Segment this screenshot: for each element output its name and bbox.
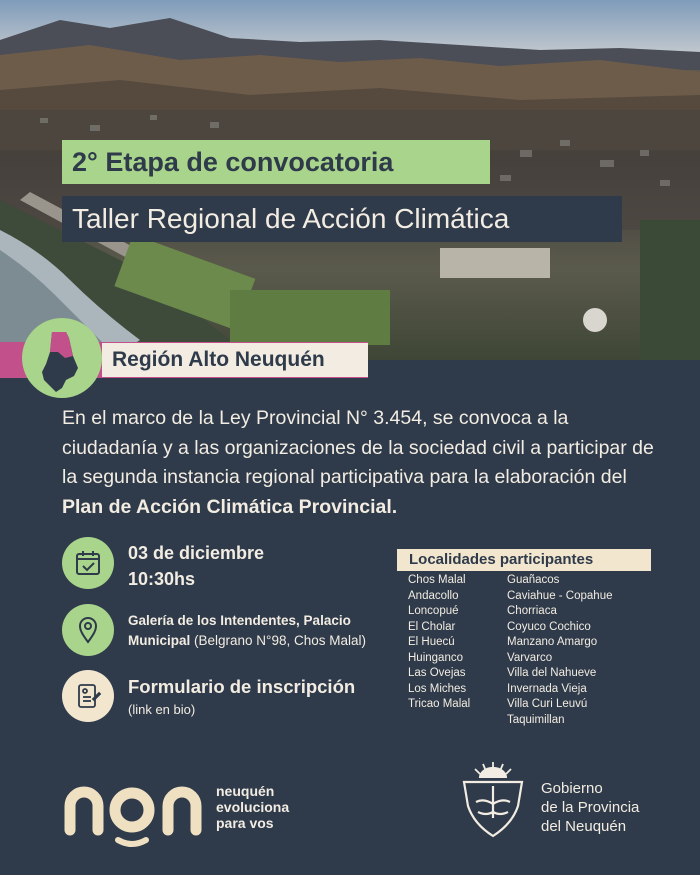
localidades-list-1 <box>408 573 470 713</box>
brand-tagline <box>216 783 289 831</box>
list-item: Huinganco <box>408 651 463 664</box>
event-title: Taller Regional de Acción Climática <box>62 196 622 242</box>
intro-paragraph <box>62 404 662 522</box>
list-item: Invernada Vieja <box>507 682 587 695</box>
place-name: Galería de los Intendentes, Palacio Municipal <box>128 613 351 648</box>
brand-line-2: evoluciona <box>216 799 290 815</box>
gov-line-3: del Neuquén <box>541 818 627 835</box>
localidades-header: Localidades participantes <box>397 549 651 571</box>
form-link-note: (link en bio) <box>128 702 196 717</box>
localidades-list-2 <box>507 573 613 728</box>
list-item: Caviahue - Copahue <box>507 589 613 602</box>
list-item: Manzano Amargo <box>507 636 598 648</box>
region-label: Región Alto Neuquén <box>102 343 368 377</box>
list-item: Guañacos <box>507 574 560 586</box>
list-item: Varvarco <box>507 651 553 664</box>
location-pin-icon <box>62 604 114 656</box>
government-crest-icon <box>456 758 530 847</box>
list-item: Villa Curi Leuvú <box>507 698 588 710</box>
intro-bold: Plan de Acción Climática Provincial. <box>62 495 398 518</box>
list-item: Taquimillan <box>507 713 565 726</box>
event-place <box>128 611 398 651</box>
place-address: (Belgrano N°98, Chos Malal) <box>190 633 366 648</box>
non-logo <box>62 778 202 853</box>
list-item: Coyuco Cochico <box>507 620 591 633</box>
form-document-icon <box>62 670 114 722</box>
list-item: El Huecú <box>408 636 455 648</box>
government-name <box>541 779 639 836</box>
list-item: Andacollo <box>408 589 459 602</box>
intro-text: En el marco de la Ley Provincial N° 3.454, se convoca a la ciudadanía y a las organizaciones de la sociedad civil a participar de la segunda instancia regional participativa para la elaboración del <box>62 407 654 488</box>
list-item: Chos Malal <box>408 574 466 586</box>
event-datetime <box>128 540 264 592</box>
gov-line-1: Gobierno <box>541 780 603 797</box>
gov-line-2: de la Provincia <box>541 799 640 816</box>
event-time: 10:30hs <box>128 569 196 589</box>
brand-line-1: neuquén <box>216 783 275 799</box>
list-item: El Cholar <box>408 620 456 633</box>
list-item: Chorriaca <box>507 605 557 617</box>
list-item: Los Miches <box>408 682 467 695</box>
stage-title: 2° Etapa de convocatoria <box>62 140 490 184</box>
list-item: Tricao Malal <box>408 698 471 710</box>
list-item: Villa del Nahueve <box>507 667 597 679</box>
list-item: Loncopué <box>408 605 459 617</box>
list-item: Las Ovejas <box>408 667 466 679</box>
calendar-icon <box>62 537 114 589</box>
event-date: 03 de diciembre <box>128 543 265 563</box>
region-map-icon <box>22 318 102 398</box>
form-link-title[interactable]: Formulario de inscripción <box>128 676 356 697</box>
brand-line-3: para vos <box>216 815 274 831</box>
